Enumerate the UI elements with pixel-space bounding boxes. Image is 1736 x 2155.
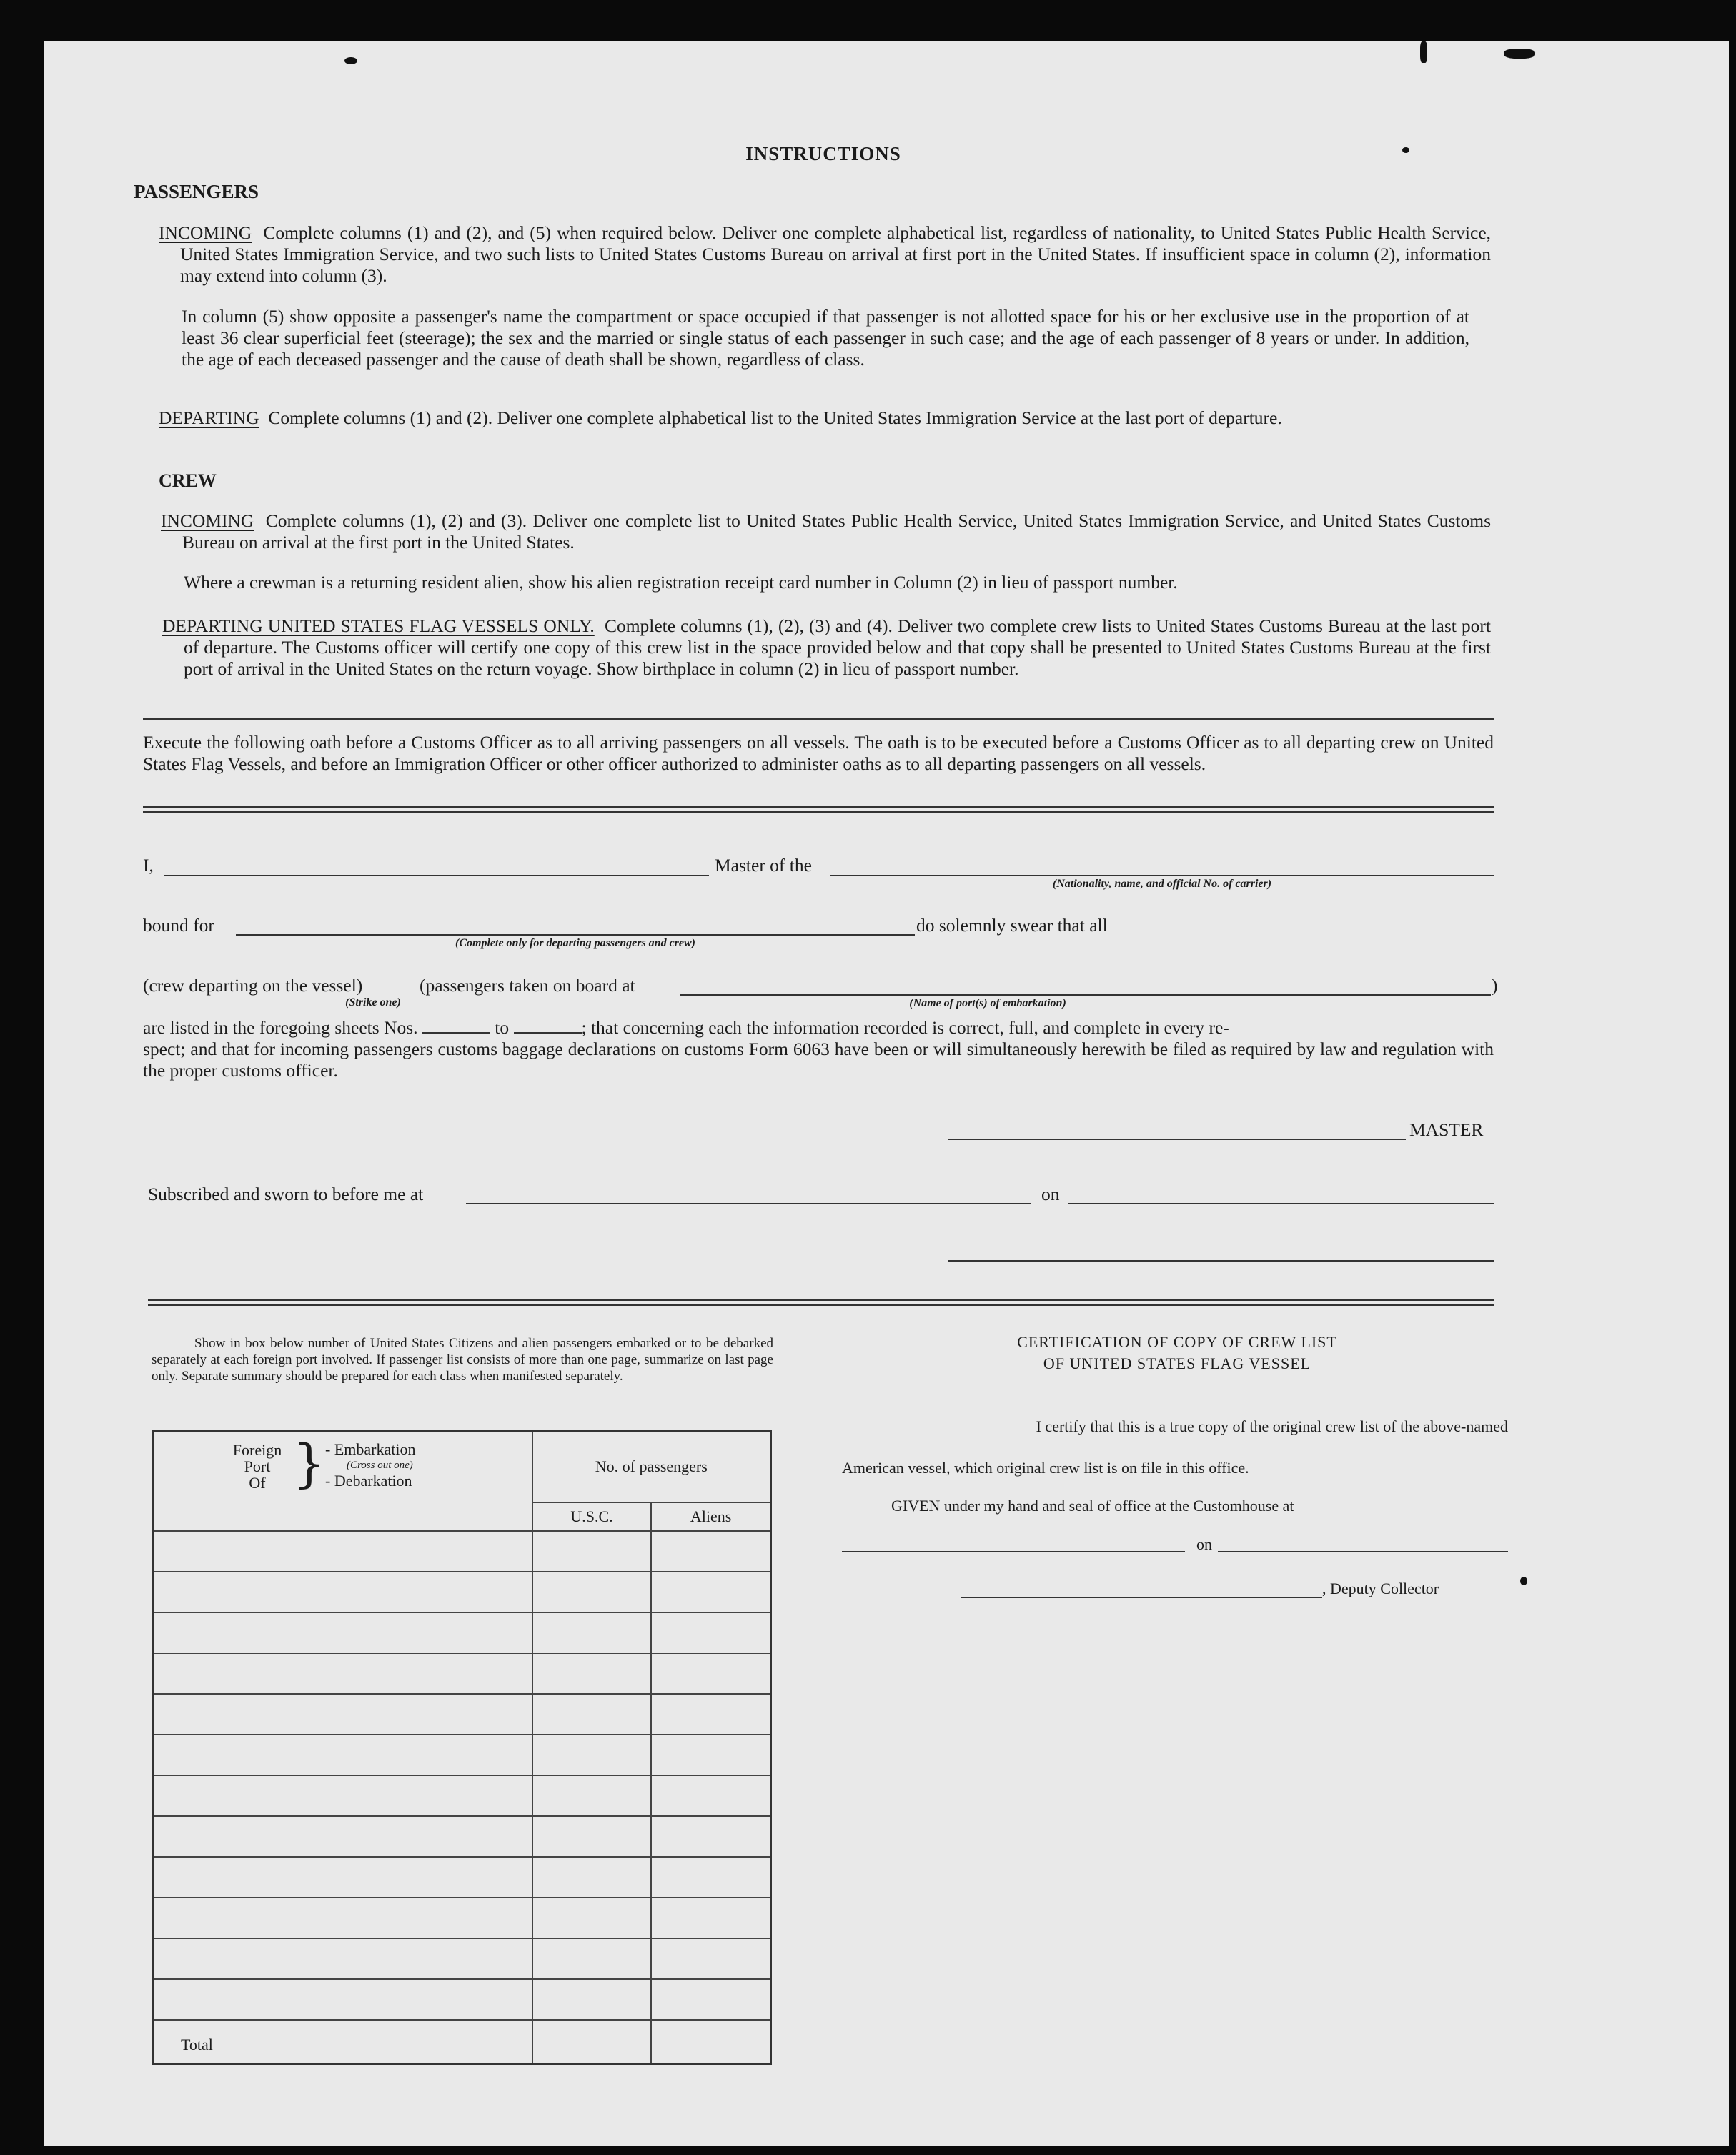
passengers-departing-text: Complete columns (1) and (2). Deliver one complete alphabetical list to the United States Immigration Service at the last port of departure. <box>268 407 1282 428</box>
certification-on-label: on <box>1196 1535 1212 1553</box>
aliens-cell[interactable] <box>651 1735 770 1775</box>
num-passengers-header: No. of passengers <box>532 1431 771 1502</box>
oath-swear-label: do solemnly swear that all <box>916 915 1108 936</box>
table-row <box>153 1775 771 1816</box>
officer-signature-field[interactable] <box>948 1260 1494 1262</box>
aliens-cell[interactable] <box>651 1531 770 1572</box>
aliens-header: Aliens <box>651 1502 770 1531</box>
usc-cell[interactable] <box>532 1531 652 1572</box>
crew-departing-text: Complete columns (1), (2), (3) and (4). Deliver two complete crew lists to United States Customs Bureau at the last port of departure. The Customs officer will certify one copy of this crew list in the space provided below and that copy shall be presented to United States Customs Bureau at the first port of arrival in the United States on the return voyage. Show birthplace in column (2) in lieu of passport number. <box>184 615 1491 679</box>
aliens-cell[interactable] <box>651 1938 770 1979</box>
usc-total-cell[interactable] <box>532 2020 652 2064</box>
certification-title-line2: OF UNITED STATES FLAG VESSEL <box>1043 1354 1311 1372</box>
usc-cell[interactable] <box>532 1735 652 1775</box>
crew-resident-paragraph: Where a crewman is a returning resident alien, show his alien registration receipt card number in Column (2) in lieu of passport number. <box>184 572 1178 593</box>
usc-header: U.S.C. <box>532 1502 652 1531</box>
scan-speck <box>344 57 357 64</box>
oath-bound-for-label: bound for <box>143 915 214 936</box>
port-cell[interactable] <box>153 1775 532 1816</box>
table-row <box>153 1735 771 1775</box>
subscribed-label: Subscribed and sworn to before me at <box>148 1184 424 1204</box>
brace-icon: } <box>293 1433 326 1493</box>
bound-caption: (Complete only for departing passengers and crew) <box>455 937 695 949</box>
master-label: MASTER <box>1409 1119 1484 1140</box>
scan-speck <box>1420 41 1427 63</box>
crew-incoming-label: INCOMING <box>161 510 254 531</box>
sheets-label: are listed in the foregoing sheets Nos. <box>143 1017 418 1038</box>
certification-text2: American vessel, which original crew list is on file in this office. <box>842 1459 1249 1477</box>
port-label-of: Of <box>249 1474 266 1492</box>
usc-cell[interactable] <box>532 1572 652 1612</box>
passengers-incoming-text: Complete columns (1) and (2), and (5) when required below. Deliver one complete alphabetical list, regardless of nationality, to United States Public Health Service, United States Immigration Service, and two such lists to United States Customs Bureau on arrival at first port in the United States. If insufficient space in column (2), information may extend into column (3). <box>180 222 1492 286</box>
port-cell[interactable] <box>153 1898 532 1938</box>
table-row <box>153 1653 771 1694</box>
sworn-date-field[interactable] <box>1068 1203 1494 1204</box>
table-row <box>153 1979 771 2020</box>
aliens-cell[interactable] <box>651 1572 770 1612</box>
port-cell[interactable] <box>153 1735 532 1775</box>
sworn-on-label: on <box>1041 1184 1060 1204</box>
strike-caption: (Strike one) <box>345 996 401 1009</box>
table-row <box>153 1898 771 1938</box>
usc-cell[interactable] <box>532 1694 652 1735</box>
master-name-field[interactable] <box>164 875 709 876</box>
usc-cell[interactable] <box>532 1653 652 1694</box>
aliens-cell[interactable] <box>651 1857 770 1898</box>
total-label: Total <box>153 2020 532 2064</box>
usc-cell[interactable] <box>532 1612 652 1653</box>
lower-divider <box>148 1299 1494 1306</box>
ports-caption: (Name of port(s) of embarkation) <box>909 997 1066 1009</box>
aliens-cell[interactable] <box>651 1694 770 1735</box>
oath-passengers-taken: (passengers taken on board at <box>420 975 635 996</box>
aliens-cell[interactable] <box>651 1979 770 2020</box>
summary-note: Show in box below number of United States Citizens and alien passengers embarked or to be debarked separately at each foreign port involved. If passenger list consists of more than one page, summarize on last page only. Separate summary should be prepared for each class when manifested separately. <box>152 1336 773 1384</box>
section-divider <box>143 718 1494 720</box>
table-row <box>153 1694 771 1735</box>
cross-out-label: (Cross out one) <box>347 1460 413 1471</box>
port-cell[interactable] <box>153 1612 532 1653</box>
aliens-cell[interactable] <box>651 1653 770 1694</box>
usc-cell[interactable] <box>532 1816 652 1857</box>
usc-cell[interactable] <box>532 1775 652 1816</box>
table-row <box>153 1816 771 1857</box>
port-header-cell <box>153 1431 532 1531</box>
aliens-cell[interactable] <box>651 1775 770 1816</box>
passengers-column5-paragraph: In column (5) show opposite a passenger's name the compartment or space occupied if that passenger is not allotted space for his or her exclusive use in the proportion of at least 36 clear superficial feet (steerage); the sex and the married or single status of each passenger in such case; and the age of each passenger of 8 years or under. In addition, the age of each deceased passenger and the cause of death shall be shown, regardless of class. <box>182 306 1469 370</box>
port-cell[interactable] <box>153 1857 532 1898</box>
oath-sheets-line <box>143 1017 1494 1039</box>
table-row <box>153 1572 771 1612</box>
sworn-place-field[interactable] <box>466 1203 1031 1204</box>
sheet-from-field[interactable] <box>422 1032 490 1034</box>
table-row <box>153 1531 771 1572</box>
certification-date-field[interactable] <box>1218 1551 1508 1552</box>
usc-cell[interactable] <box>532 1898 652 1938</box>
passengers-incoming-label: INCOMING <box>159 222 252 243</box>
certification-given: GIVEN under my hand and seal of office at the Customhouse at <box>891 1497 1294 1515</box>
port-cell[interactable] <box>153 1653 532 1694</box>
carrier-caption: (Nationality, name, and official No. of carrier) <box>1052 878 1272 890</box>
oath-intro-paragraph: Execute the following oath before a Customs Officer as to all arriving passengers on all vessels. The oath is to be executed before a Customs Officer as to all departing crew on United States Flag Vessels, and before an Immigration Officer or other officer authorized to administer oaths as to all departing passengers on all vessels. <box>143 732 1494 774</box>
embarkation-ports-field[interactable] <box>680 994 1491 996</box>
oath-close-paren: ) <box>1492 975 1498 996</box>
table-row <box>153 1938 771 1979</box>
to-label: to <box>495 1017 510 1038</box>
table-row <box>153 1857 771 1898</box>
port-cell[interactable] <box>153 1816 532 1857</box>
passengers-departing-paragraph <box>159 407 1491 429</box>
usc-cell[interactable] <box>532 1979 652 2020</box>
certification-title <box>891 1332 1463 1374</box>
passengers-heading: PASSENGERS <box>134 181 259 202</box>
port-cell[interactable] <box>153 1979 532 2020</box>
passenger-summary-table <box>152 1430 772 2065</box>
customhouse-field[interactable] <box>842 1551 1185 1552</box>
crew-incoming-text: Complete columns (1), (2) and (3). Deliver one complete list to United States Public Health Service, United States Immigration Service, and United States Customs Bureau on arrival at the first port in the United States. <box>182 510 1491 553</box>
sheets-rest: ; that concerning each the information recorded is correct, full, and complete in every re- <box>581 1017 1229 1038</box>
aliens-cell[interactable] <box>651 1612 770 1653</box>
oath-divider <box>143 806 1494 813</box>
scan-speck <box>1520 1577 1527 1585</box>
table-row <box>153 1612 771 1653</box>
sheet-to-field[interactable] <box>514 1032 582 1034</box>
deputy-collector-signature-field[interactable] <box>961 1597 1322 1598</box>
scan-speck <box>1504 49 1535 59</box>
scan-speck <box>1402 147 1409 153</box>
embarkation-label: - Embarkation <box>325 1440 416 1458</box>
crew-incoming-paragraph <box>161 510 1491 553</box>
usc-cell[interactable] <box>532 1857 652 1898</box>
usc-cell[interactable] <box>532 1938 652 1979</box>
oath-master-of-label: Master of the <box>715 855 812 876</box>
debarkation-label: - Debarkation <box>325 1472 412 1490</box>
aliens-cell[interactable] <box>651 1816 770 1857</box>
aliens-cell[interactable] <box>651 1898 770 1938</box>
certification-text1: I certify that this is a true copy of the original crew list of the above-named <box>1036 1417 1508 1435</box>
bound-for-field[interactable] <box>236 934 915 936</box>
oath-crew-departing: (crew departing on the vessel) <box>143 975 363 996</box>
certification-title-line1: CERTIFICATION OF COPY OF CREW LIST <box>1017 1333 1337 1351</box>
deputy-collector-label: , Deputy Collector <box>1322 1580 1439 1597</box>
aliens-total-cell[interactable] <box>651 2020 770 2064</box>
passengers-departing-label: DEPARTING <box>159 407 259 428</box>
oath-respect-paragraph: spect; and that for incoming passengers customs baggage declarations on customs Form 6063 have been or will simultaneously herewith be filed as required by law and regulation with the proper customs officer. <box>143 1039 1494 1081</box>
carrier-field[interactable] <box>830 875 1494 876</box>
port-label-port: Port <box>244 1457 271 1475</box>
master-signature-field[interactable] <box>948 1139 1406 1140</box>
port-cell[interactable] <box>153 1938 532 1979</box>
total-row <box>153 2020 771 2064</box>
port-label-foreign: Foreign <box>232 1441 282 1459</box>
oath-i-label: I, <box>143 855 154 876</box>
port-cell[interactable] <box>153 1531 532 1572</box>
passengers-incoming-paragraph <box>159 222 1491 287</box>
crew-heading: CREW <box>159 470 217 491</box>
document-sheet <box>44 41 1729 2146</box>
crew-departing-label: DEPARTING UNITED STATES FLAG VESSELS ONLY. <box>162 615 595 636</box>
port-cell[interactable] <box>153 1572 532 1612</box>
crew-departing-paragraph <box>162 615 1491 680</box>
port-cell[interactable] <box>153 1694 532 1735</box>
page-title: INSTRUCTIONS <box>745 143 901 164</box>
